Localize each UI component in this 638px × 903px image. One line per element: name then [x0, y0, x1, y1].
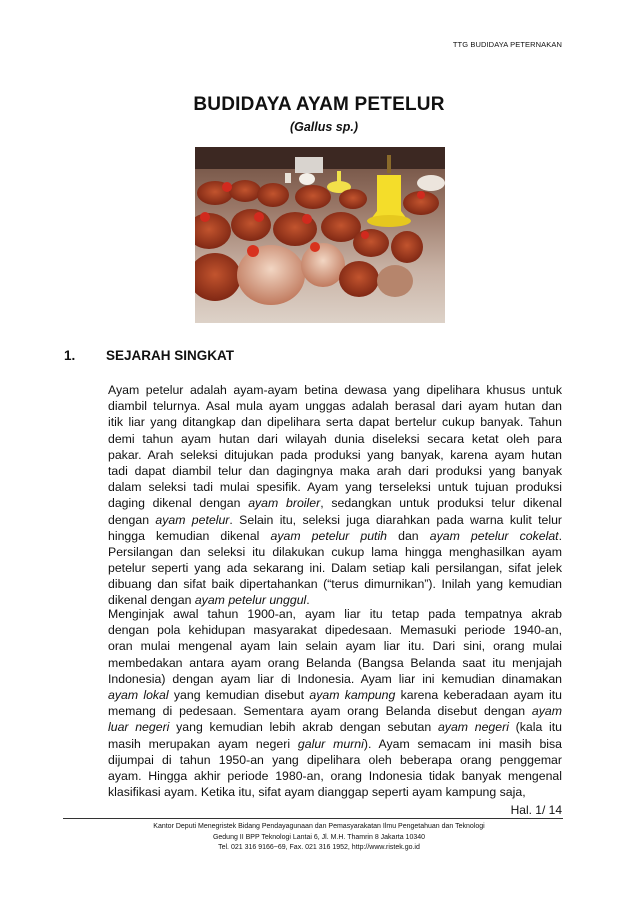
page-subtitle: (Gallus sp.) — [289, 120, 359, 134]
text-run: karena keberadaan ayam itu — [395, 687, 563, 702]
italic-term: ayam petelur cokelat — [429, 528, 559, 543]
chicken-photo — [195, 147, 445, 323]
text-line — [108, 528, 562, 544]
italic-term: luar negeri — [108, 720, 170, 735]
header-note: TTG BUDIDAYA PETERNAKAN — [452, 40, 562, 49]
text-run: . — [306, 593, 310, 608]
text-line — [108, 431, 562, 447]
paragraph-2 — [108, 606, 562, 800]
text-run: dengan pola kehidupan masyarakat dipedesaan. Memasuki periode 1940-an, — [108, 623, 562, 638]
text-line — [108, 606, 562, 622]
text-line — [108, 752, 562, 768]
text-line — [108, 544, 562, 560]
italic-term: ayam petelur — [155, 512, 230, 527]
text-run: diambil telurnya. Asal mula ayam unggas adalah berasal dari ayam hutan dan — [108, 399, 562, 414]
text-run: . Selain itu, seleksi juga diarahkan pada warna kulit telur — [229, 512, 563, 527]
italic-term: ayam petelur unggul — [194, 593, 307, 608]
text-run: yang kemudian lebih akrab dengan sebutan — [169, 720, 438, 735]
text-run: yang kemudian disebut — [168, 687, 310, 702]
text-run: ). Ayam semacam ini masih bisa — [363, 736, 563, 751]
italic-term: galur murni — [297, 736, 364, 751]
text-run: daging dikenal dengan — [108, 496, 249, 511]
text-line — [108, 447, 562, 463]
text-run: membedakan antara ayam orang Belanda (Bangsa Belanda saat itu menjajah — [108, 655, 562, 670]
text-run: klasifikasi ayam. Ketika itu, sifat ayam dianggap seperti ayam kampung saja, — [108, 785, 526, 800]
text-run: tadi dapat diambil telur dan dagingnya maka arah dari produksi yang banyak — [108, 463, 562, 478]
section-heading — [64, 348, 234, 363]
text-run: dibuang dan sifat baik dipertahankan (“terus dimurnikan”). Inilah yang kemudian — [108, 577, 562, 592]
italic-term: ayam lokal — [108, 687, 169, 702]
text-run: memang di pedesaan. Sementara ayam orang Belanda disebut dengan — [108, 704, 532, 719]
text-line — [108, 784, 562, 800]
text-line — [108, 638, 562, 654]
text-run: itik liar yang ditangkap dan dipelihara serta dapat bertelur cukup banyak. Tahun — [108, 415, 562, 430]
text-line — [108, 655, 562, 671]
footer-line: Gedung II BPP Teknologi Lantai 6, Jl. M.H. Thamrin 8 Jakarta 10340 — [212, 833, 426, 841]
text-run: pakar. Arah seleksi ditujukan pada produksi yang banyak, karena ayam hutan — [108, 447, 562, 462]
text-line — [108, 671, 562, 687]
text-run: hingga kemudian dikenal — [108, 528, 271, 543]
text-line — [108, 479, 562, 495]
paragraph-1 — [108, 382, 562, 609]
text-line — [108, 622, 562, 638]
text-run: oran mulai mengenal ayam lain selain ayam liar itu. Dari sini, orang mulai — [108, 639, 562, 654]
text-run: Menginjak awal tahun 1900-an, ayam liar itu tetap pada tempatnya akrab — [108, 607, 562, 621]
text-run: petelur seperti yang ada sekarang ini. Dalam setiap kali persilangan, sifat jelek — [108, 561, 562, 576]
text-line — [108, 463, 562, 479]
text-line — [108, 576, 562, 592]
text-line — [108, 382, 562, 398]
footer-line: Kantor Deputi Menegristek Bidang Pendayagunaan dan Pemasyarakatan Ilmu Pengetahuan dan Teknologi — [153, 823, 485, 830]
text-run: Persilangan dan seleksi itu dilakukan cukup lama hingga menghasilkan ayam — [108, 544, 562, 559]
text-run: demi tahun ayam hutan dari wilayah dunia diseleksi secara ketat oleh para — [108, 431, 562, 446]
text-line — [108, 703, 562, 719]
text-line — [108, 414, 562, 430]
text-line — [108, 398, 562, 414]
text-line — [108, 687, 562, 703]
section-title: SEJARAH SINGKAT — [106, 348, 235, 363]
page-title: BUDIDAYA AYAM PETELUR — [193, 94, 445, 115]
footer — [0, 822, 638, 854]
text-line — [108, 495, 562, 511]
text-line — [108, 560, 562, 576]
text-run: Ayam petelur adalah ayam-ayam betina dewasa yang dipelihara khusus untuk — [108, 383, 562, 397]
italic-term: ayam broiler — [248, 496, 321, 511]
section-number: 1. — [64, 348, 76, 363]
text-run: . — [558, 528, 562, 543]
text-run: (kala itu — [508, 720, 562, 735]
page-number: Hal. 1/ 14 — [510, 803, 562, 817]
text-run: , sedangkan untuk produksi telur dikenal — [320, 496, 562, 511]
text-run: dikenal dengan — [108, 593, 195, 608]
text-line — [108, 768, 562, 784]
text-run: masih merupakan ayam negeri — [108, 736, 298, 751]
footer-line: Tel. 021 316 9166~69, Fax. 021 316 1952, http://www.ristek.go.id — [218, 844, 420, 851]
italic-term: ayam kampung — [309, 687, 396, 702]
footer-divider — [63, 818, 563, 819]
italic-term: ayam negeri — [437, 720, 509, 735]
text-run: dijumpai di tahun 1950-an yang dipelihara oleh beberapa orang penggemar — [108, 752, 562, 767]
text-run: dan — [387, 528, 430, 543]
text-run: dengan — [108, 512, 156, 527]
text-run: ayam. Hingga akhir periode 1980-an, orang Indonesia tidak banyak mengenal — [108, 768, 562, 783]
text-line — [108, 512, 562, 528]
italic-term: ayam — [531, 704, 562, 719]
text-run: Indonesia) dengan ayam liar di Indonesia. Ayam liar ini kemudian dinamakan — [108, 671, 562, 686]
text-line — [108, 719, 562, 735]
text-line — [108, 736, 562, 752]
italic-term: ayam petelur putih — [270, 528, 388, 543]
text-run: dalam seleksi tadi mulai spesifik. Ayam yang terseleksi untuk tujuan produksi — [108, 480, 562, 495]
